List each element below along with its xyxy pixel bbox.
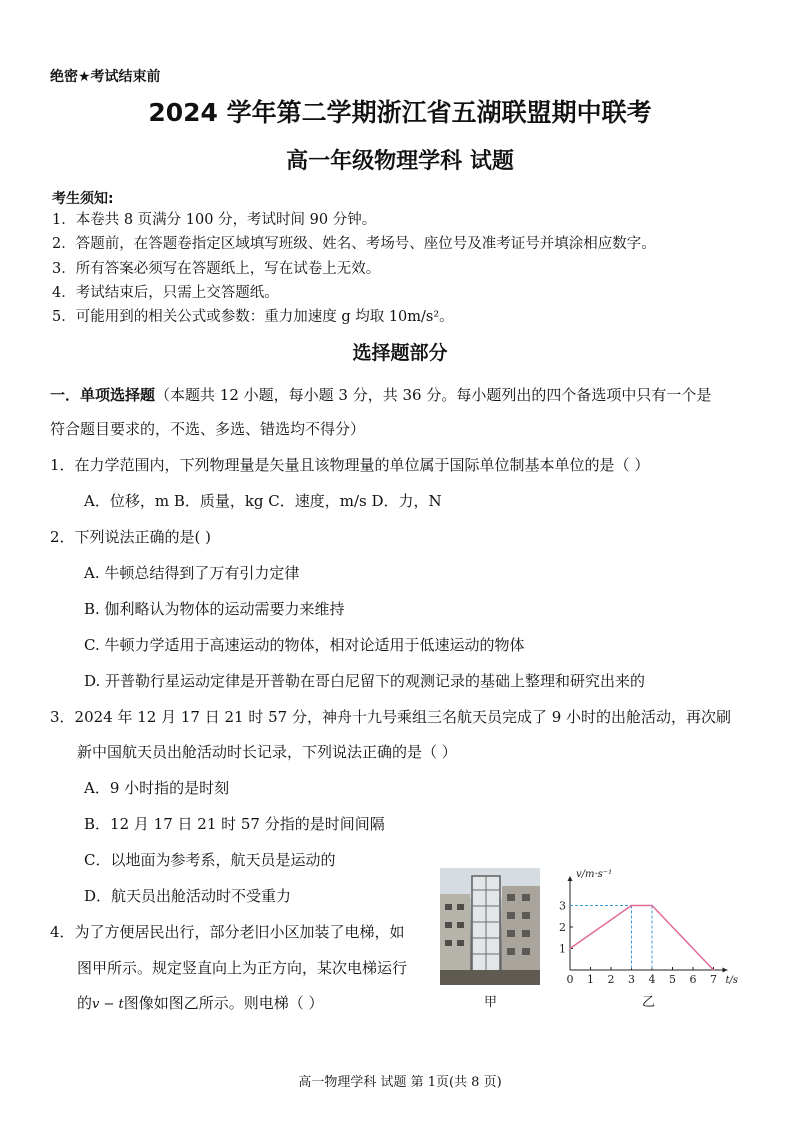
x-tick-label: 4: [648, 973, 656, 986]
x-tick-label: 6: [689, 973, 697, 986]
velocity-data-point: [651, 905, 653, 907]
q3-stem: 3．2024 年 12 月 17 日 21 时 57 分，神舟十九号乘组三名航天员完成了 9 小时的出舱活动，再次刷: [50, 708, 732, 726]
figure-caption-yi: 乙: [642, 995, 656, 1010]
velocity-data-point: [713, 969, 715, 971]
y-axis-arrow: [568, 876, 573, 881]
notice-item: 4．考试结束后，只需上交答题纸。: [52, 285, 279, 301]
y-tick-label: 2: [559, 921, 566, 934]
x-tick-label: 3: [628, 973, 635, 986]
elevator-photo: [440, 868, 540, 985]
x-tick-label: 5: [669, 973, 676, 986]
exam-title: 2024 学年第二学期浙江省五湖联盟期中联考: [148, 98, 652, 127]
q4-text: 的: [77, 994, 93, 1012]
q3-stem-cont: 新中国航天员出舱活动时长记录，下列说法正确的是（ ）: [77, 743, 457, 761]
part1-heading-line: [50, 384, 711, 405]
exam-subtitle: 高一年级物理学科 试题: [286, 149, 514, 174]
notice-item: 5．可能用到的相关公式或参数：重力加速度 g 均取 10m/s²。: [52, 309, 454, 325]
q4-stem-cont: 图甲所示。规定竖直向上为正方向，某次电梯运行: [77, 959, 408, 977]
section-title: 选择题部分: [352, 342, 448, 364]
q2-option-d: D. 开普勒行星运动定律是开普勒在哥白尼留下的观测记录的基础上整理和研究出来的: [84, 672, 646, 690]
x-axis-arrow: [723, 968, 728, 973]
y-tick-label: 3: [559, 899, 566, 913]
velocity-data-point: [631, 905, 633, 907]
q3-option-d: D．航天员出舱活动时不受重力: [84, 887, 292, 905]
confidential-label: 绝密★考试结束前: [50, 69, 161, 85]
part1-description-cont: 符合题目要求的，不选、多选、错选均不得分）: [50, 420, 366, 438]
x-tick-label: 2: [607, 973, 615, 986]
velocity-data-point: [569, 948, 571, 950]
y-tick-label: 1: [559, 942, 566, 956]
q2-stem: 2．下列说法正确的是( ): [50, 528, 212, 546]
q1-stem: 1．在力学范围内，下列物理量是矢量且该物理量的单位属于国际单位制基本单位的是（ ）: [50, 456, 650, 474]
notice-item: 3．所有答案必须写在答题纸上，写在试卷上无效。: [52, 261, 381, 277]
notice-item: 2．答题前，在答题卷指定区域填写班级、姓名、考场号、座位号及准考证号并填涂相应数字。: [52, 236, 656, 252]
vt-chart: [558, 866, 748, 990]
notice-heading: 考生须知:: [52, 191, 114, 207]
q1-options: A．位移，m B．质量，kg C．速度，m/s D．力，N: [84, 492, 442, 510]
x-tick-label: 0: [566, 973, 574, 986]
x-tick-label: 1: [587, 973, 594, 986]
q4-stem-cont: [77, 992, 324, 1013]
page-footer: 高一物理学科 试题 第 1页(共 8 页): [298, 1075, 502, 1090]
notice-item: 1．本卷共 8 页满分 100 分，考试时间 90 分钟。: [52, 212, 377, 228]
velocity-series-line: [570, 906, 714, 971]
q3-option-b: B．12 月 17 日 21 时 57 分指的是时间间隔: [84, 815, 385, 833]
q2-option-c: C. 牛顿力学适用于高速运动的物体，相对论适用于低速运动的物体: [84, 636, 525, 654]
q3-option-a: A．9 小时指的是时刻: [84, 779, 230, 797]
x-axis-label: t/s: [725, 975, 739, 986]
q4-text: 图像如图乙所示。则电梯（ ）: [123, 994, 324, 1012]
figure-caption-jia: 甲: [484, 995, 498, 1010]
q3-option-c: C．以地面为参考系，航天员是运动的: [84, 851, 336, 869]
q2-option-b: B. 伽利略认为物体的运动需要力来维持: [84, 600, 345, 618]
part1-heading: 一．单项选择题: [50, 386, 156, 404]
x-tick-label: 7: [710, 973, 717, 986]
q2-option-a: A. 牛顿总结得到了万有引力定律: [84, 564, 300, 582]
vt-variable: v − t: [92, 997, 124, 1012]
y-axis-label: v/m·s⁻¹: [576, 869, 613, 880]
q4-stem: 4．为了方便居民出行，部分老旧小区加装了电梯，如: [50, 923, 405, 941]
part1-description: （本题共 12 小题，每小题 3 分，共 36 分。每小题列出的四个备选项中只有一个是: [155, 386, 712, 404]
